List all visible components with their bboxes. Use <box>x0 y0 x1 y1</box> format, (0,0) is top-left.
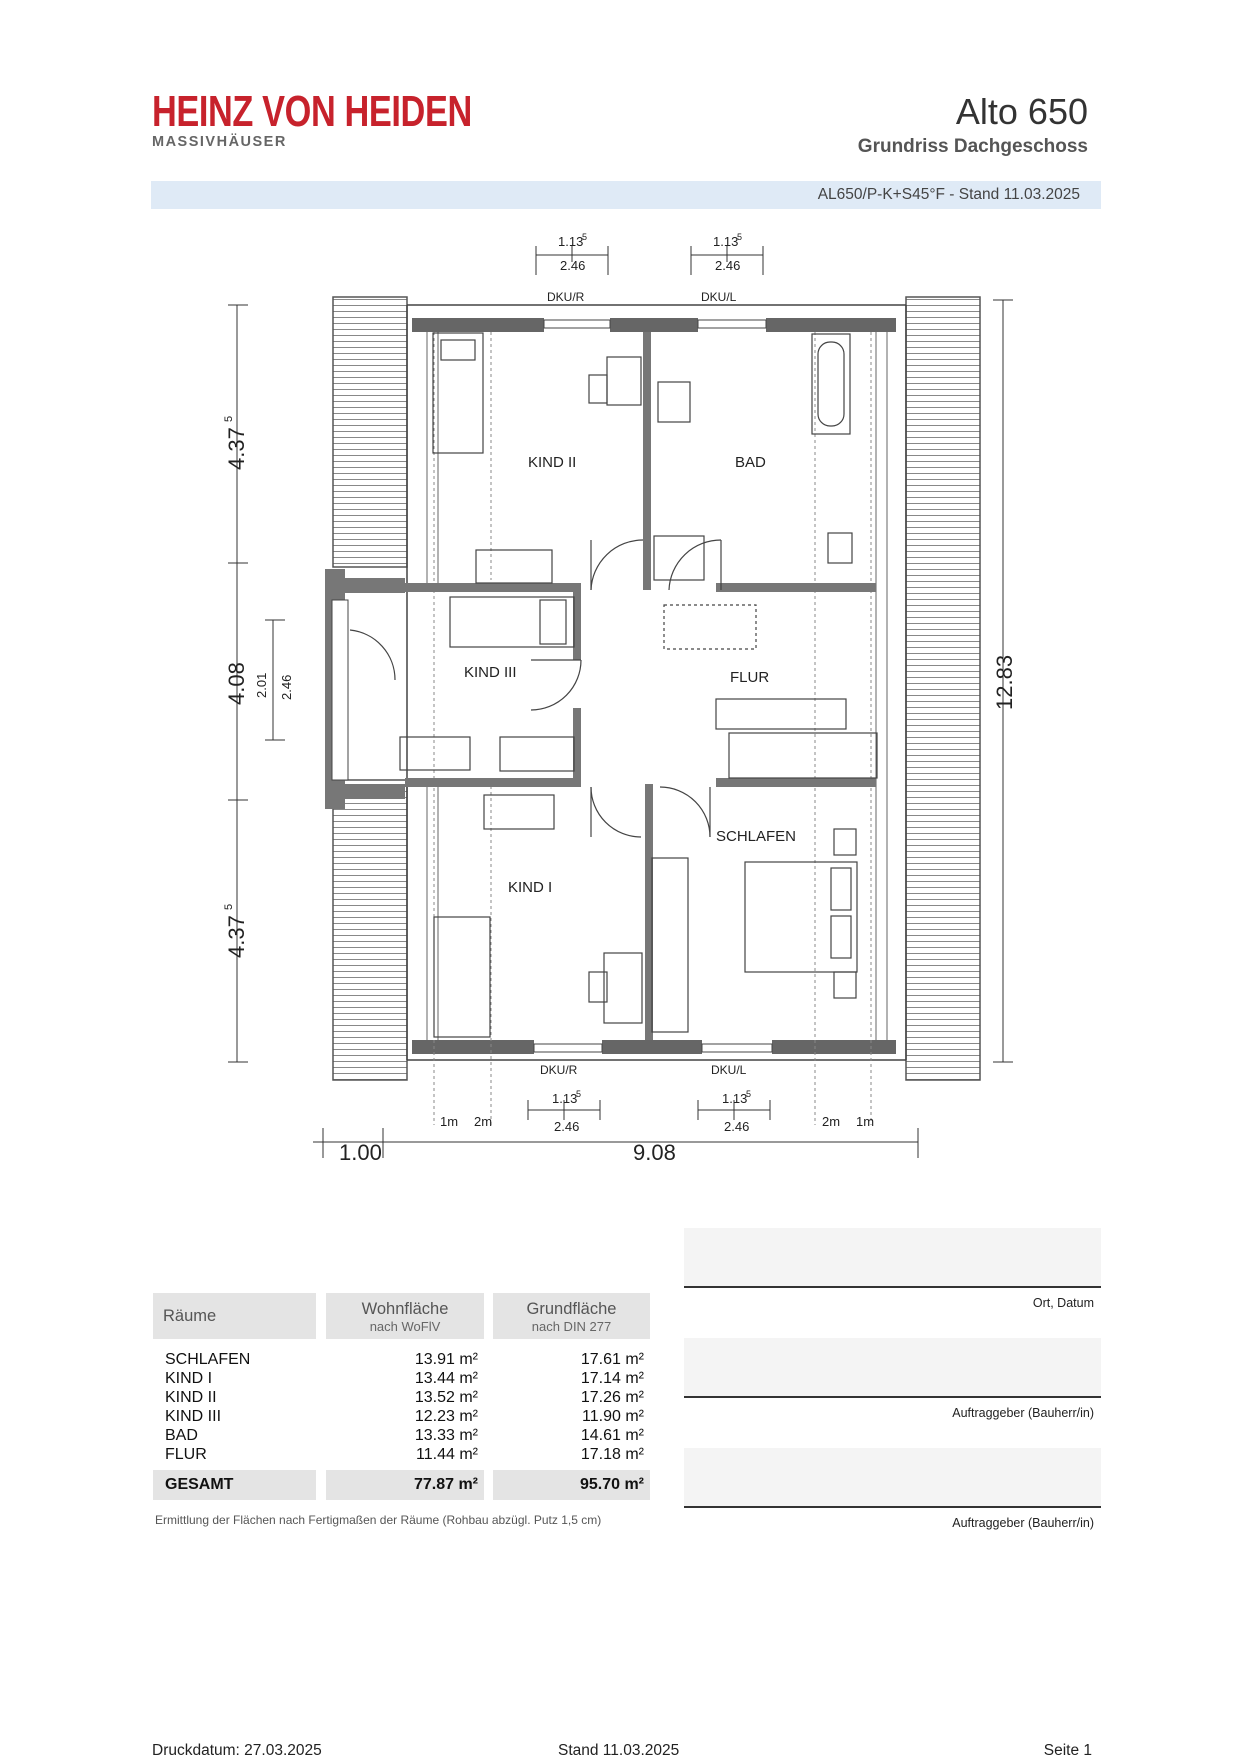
top-wall <box>412 318 896 332</box>
table-row: BAD <box>165 1427 198 1444</box>
dim-dormer-b: 2.46 <box>279 674 294 700</box>
dim-mark-1m: 1m <box>440 1114 459 1129</box>
dim-top-a-exp: 5 <box>582 232 588 242</box>
dim-top-b-val: 2.46 <box>715 258 741 273</box>
signature-field-client-1[interactable] <box>684 1338 1101 1398</box>
dim-bot-b-sup: 1.13 <box>722 1091 748 1106</box>
table-header-wohnflaeche-sub: nach WoFlV <box>369 1319 441 1334</box>
room-label-bad: BAD <box>735 454 766 471</box>
room-label-flur: FLUR <box>730 669 770 686</box>
table-cell: 17.26 m² <box>580 1389 644 1406</box>
table-cell: 13.52 m² <box>414 1389 478 1406</box>
table-cell: 11.90 m² <box>582 1408 644 1425</box>
dim-mark-1m: 1m <box>856 1114 875 1129</box>
total-wohnflaeche: 77.87 m² <box>413 1476 478 1493</box>
table-header-wohnflaeche-label: Wohnfläche <box>361 1300 449 1318</box>
table-cell: 17.18 m² <box>580 1446 644 1463</box>
area-calculation-note: Ermittlung der Flächen nach Fertigmaßen der Räume (Rohbau abzügl. Putz 1,5 cm) <box>155 1513 602 1527</box>
bottom-wall <box>412 1040 896 1054</box>
dim-left-3: 4.37 <box>224 915 249 958</box>
table-row: FLUR <box>165 1446 207 1463</box>
room-labels <box>464 454 796 896</box>
dim-dormer-a: 2.01 <box>254 672 269 698</box>
brand-logo-name: HEINZ VON HEIDEN <box>152 87 472 136</box>
window-label: DKU/R <box>540 1063 578 1077</box>
footer-print-date: Druckdatum: 27.03.2025 <box>152 1742 322 1759</box>
signature-field-client-2[interactable] <box>684 1448 1101 1508</box>
dim-right-total: 12.83 <box>992 654 1017 710</box>
dim-bot-a-exp: 5 <box>576 1089 582 1099</box>
table-wohnflaeche-values <box>326 1350 478 1464</box>
table-header-rooms <box>153 1293 316 1339</box>
plan-subtitle: Grundriss Dachgeschoss <box>857 136 1088 157</box>
total-label: GESAMT <box>165 1476 234 1493</box>
dim-mark-2m: 2m <box>822 1114 841 1129</box>
window-label: DKU/L <box>701 290 737 304</box>
room-label-schlafen: SCHLAFEN <box>716 828 797 845</box>
interior-walls <box>405 332 876 1040</box>
table-row: KIND I <box>165 1370 213 1387</box>
dim-left-1: 4.37 <box>224 427 249 470</box>
plan-reference: AL650/P-K+S45°F - Stand 11.03.2025 <box>817 186 1080 203</box>
signature-label: Auftraggeber (Bauherr/in) <box>952 1406 1094 1420</box>
table-grundflaeche-values <box>493 1350 644 1464</box>
table-row: KIND III <box>165 1408 222 1425</box>
dim-mark-2m: 2m <box>474 1114 493 1129</box>
table-header-wohnflaeche <box>326 1293 484 1339</box>
dim-bot-b-exp: 5 <box>746 1089 752 1099</box>
footer-stand: Stand 11.03.2025 <box>558 1742 680 1759</box>
room-label-kind-iii: KIND III <box>464 664 517 681</box>
room-label-kind-i: KIND I <box>508 879 553 896</box>
table-cell: 13.44 m² <box>414 1370 478 1387</box>
dim-top-b-sup: 1.13 <box>713 234 739 249</box>
dim-top-a-val: 2.46 <box>560 258 586 273</box>
brand-logo-subtitle: MASSIVHÄUSER <box>152 134 287 150</box>
signature-field-location-date[interactable] <box>684 1228 1101 1288</box>
table-header-rooms-label: Räume <box>163 1307 217 1325</box>
table-cell: 12.23 m² <box>414 1408 478 1425</box>
table-cell: 13.33 m² <box>414 1427 478 1444</box>
dim-bot-a-sup: 1.13 <box>552 1091 578 1106</box>
room-label-kind-ii: KIND II <box>528 454 577 471</box>
table-row: KIND II <box>165 1389 217 1406</box>
window-label: DKU/L <box>711 1063 747 1077</box>
signature-label: Ort, Datum <box>1032 1296 1094 1310</box>
dim-bot-b-val: 2.46 <box>724 1119 750 1134</box>
table-room-names <box>165 1350 250 1464</box>
roof-right <box>906 297 980 1080</box>
table-header-grundflaeche-label: Grundfläche <box>526 1300 617 1318</box>
footer-page-number: Seite 1 <box>1043 1742 1092 1759</box>
table-row: SCHLAFEN <box>165 1351 251 1368</box>
dim-left-3-exp: 5 <box>223 903 235 910</box>
dim-bottom-a: 1.00 <box>339 1140 382 1165</box>
total-grundflaeche: 95.70 m² <box>579 1476 644 1493</box>
table-cell: 11.44 m² <box>416 1446 478 1463</box>
dim-bottom-b: 9.08 <box>633 1140 676 1165</box>
table-cell: 17.14 m² <box>580 1370 644 1387</box>
furniture <box>400 333 877 1037</box>
dim-bot-a-val: 2.46 <box>554 1119 580 1134</box>
table-cell: 17.61 m² <box>580 1351 644 1368</box>
dim-top-b-exp: 5 <box>737 232 743 242</box>
table-cell: 13.91 m² <box>414 1351 478 1368</box>
dim-left-1-exp: 5 <box>223 415 235 422</box>
table-header-grundflaeche <box>493 1293 650 1339</box>
dim-left-2: 4.08 <box>224 662 249 705</box>
window-label: DKU/R <box>547 290 585 304</box>
dormer-west <box>325 569 405 809</box>
table-cell: 14.61 m² <box>580 1427 644 1444</box>
house-model-title: Alto 650 <box>955 91 1088 132</box>
table-header-grundflaeche-sub: nach DIN 277 <box>531 1319 612 1334</box>
signature-label: Auftraggeber (Bauherr/in) <box>952 1516 1094 1530</box>
dim-top-a-sup: 1.13 <box>558 234 584 249</box>
